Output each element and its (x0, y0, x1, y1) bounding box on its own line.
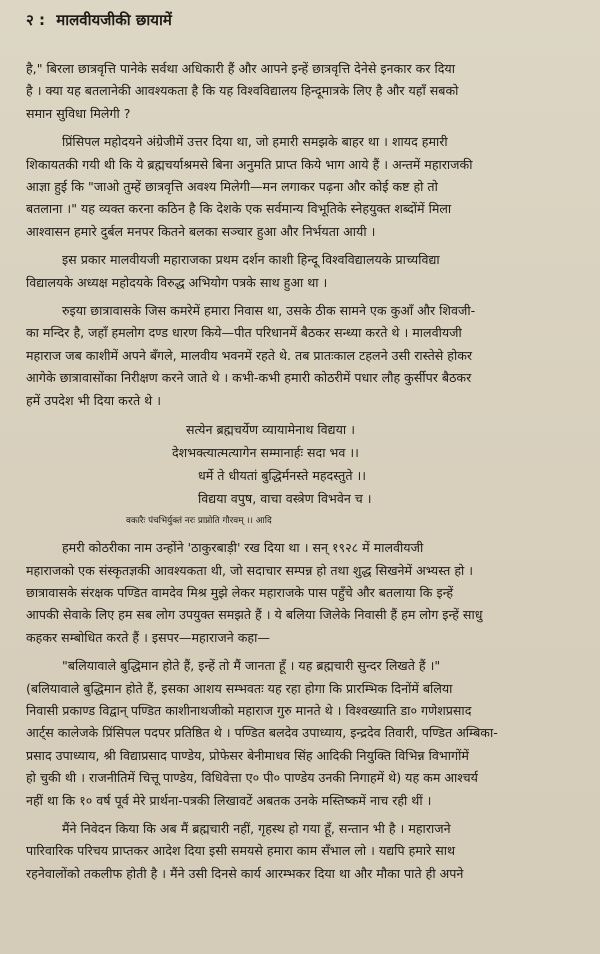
paragraph-first-darshan (26, 249, 574, 294)
text-line: नहीं था कि १० वर्ष पूर्व मेरे प्रार्थना-पत्रकी लिखावटें अबतक उनके मस्तिष्कमें नाच रही थीं । (26, 792, 432, 808)
text-line: हमरी कोठरीका नाम उन्होंने 'ठाकुरबाड़ी' रख दिया था । सन् १९२८ में मालवीयजी (62, 540, 424, 556)
text-line: है," बिरला छात्रवृत्ति पानेके सर्वथा अधिकारी हैं और आपने इन्हें छात्रवृत्ति देनेसे इनकार कर दिया (26, 61, 455, 76)
paragraph-ballia-quote (26, 655, 574, 812)
text-line: आज्ञा हुई कि "जाओ तुम्हें छात्रवृत्ति अवश्य मिलेगी—मन लगाकर पढ़ना और कोई कष्ट हो तो (26, 179, 438, 195)
verse-line: वकारैः पंचभिर्युक्तं नरः प्राप्नोति गौरवम् ।। आदि (126, 516, 272, 527)
text-line: आर्ट्स कालेजके प्रिंसिपल पदपर प्रतिष्ठित थे । पण्डित बलदेव उपाध्याय, इन्द्रदेव तिवारी, पण्डित अम्बिका- (26, 725, 498, 741)
running-header (26, 8, 574, 32)
verse-line: विद्यया वपुष, वाचा वस्त्रेण विभवेन च । (198, 491, 372, 507)
paragraph-thakurbari (26, 537, 574, 649)
text-line: है । क्या यह बतलानेकी आवश्यकता है कि यह विश्वविद्यालय हिन्दूमात्रके लिए है और यहाँ सबको (26, 83, 459, 99)
text-line: प्रसाद उपाध्याय, श्री विद्याप्रसाद पाण्डेय, प्रोफेसर बेनीमाधव सिंह आदिकी नियुक्ति विभिन्न विभागोंमें (26, 747, 469, 763)
paragraph-grihastha (26, 818, 574, 885)
verse-line: देशभक्त्यात्मत्यागेन सम्मानार्हः सदा भव ।। (172, 445, 359, 461)
text-line: बतलाना ।" यह व्यक्त करना कठिन है कि देशके एक सर्वमान्य विभूतिके स्नेहयुक्त शब्दोंमें मिला (26, 201, 452, 217)
text-line: आश्वासन हमारे दुर्बल मनपर कितने बलका सञ्चार हुआ और निर्भयता आयी । (26, 223, 376, 239)
text-line: कहकर सम्बोधित करते हैं । इसपर—महाराजने कहा— (26, 629, 270, 645)
text-line: समान सुविधा मिलेगी ? (26, 105, 131, 121)
text-line: पारिवारिक परिचय प्राप्तकर आदेश दिया इसी समयसे हमारा काम सँभाल लो । यद्यपि हमारे साथ (26, 843, 456, 859)
text-line: शिकायतकी गयी थी कि ये ब्रह्मचर्याश्रमसे बिना अनुमति प्राप्त किये भाग आये हैं । अन्तमें महाराजकी (26, 156, 473, 172)
verse-line: धर्मे ते धीयतां बुद्धिर्मनस्ते महदस्तुते ।। (198, 468, 367, 484)
text-line: का मन्दिर है, जहाँ हमलोग दण्ड धारण किये—पीत परिधानमें बैठकर सन्ध्या करते थे । मालवीयजी (26, 325, 462, 341)
text-line: महाराज जब काशीमें अपने बँगले, मालवीय भवनमें रहते थे. तब प्रातःकाल टहलने उसी रास्तेसे होकर (26, 347, 473, 363)
text-line: इस प्रकार मालवीयजी महाराजका प्रथम दर्शन काशी हिन्दू विश्वविद्यालयके प्राच्यविद्या (62, 252, 440, 268)
text-line: हो चुकी थी । राजनीतिमें चित्तू पाण्डेय, विधिवेत्ता ए० पी० पाण्डेय उनकी निगाहमें थे) यह कम आश्चर्य (26, 770, 478, 786)
text-line: "बलियावाले बुद्धिमान होते हैं, इन्हें तो मैं जानता हूँ । यह ब्रह्मचारी सुन्दर लिखते हैं ।" (62, 658, 441, 674)
text-line: छात्रावासके संरक्षक पण्डित वामदेव मिश्र मुझे लेकर महाराजके पास पहुँचे और बतलाया कि इन्हें (26, 584, 454, 600)
sanskrit-verse (126, 418, 574, 533)
text-line: रहनेवालोंको तकलीफ होती है । मैंने उसी दिनसे कार्य आरम्भकर दिया था और मौका पाते ही अपने (26, 865, 464, 881)
text-line: आगेके छात्रावासोंका निरीक्षण करने जाते थे । कभी-कभी हमारी कोठरीमें पधार लौह कुर्सीपर बैठकर (26, 370, 472, 386)
text-line: मैंने निवेदन किया कि अब मैं ब्रह्मचारी नहीं, गृहस्थ हो गया हूँ, सन्तान भी है । महाराजने (62, 820, 451, 836)
text-line: विद्यालयके अध्यक्ष महोदयके विरुद्ध अभियोग पत्रके साथ हुआ था । (26, 274, 328, 290)
paragraph-hostel (26, 300, 574, 412)
verse-line: सत्येन ब्रह्मचर्येण व्यायामेनाथ विद्यया । (186, 422, 355, 438)
page-number: २ : (26, 11, 46, 29)
running-title: मालवीयजीकी छायामें (56, 11, 172, 29)
paragraph-principal-reply (26, 131, 574, 243)
text-line: (बलियावाले बुद्धिमान होते हैं, इसका आशय सम्भवतः यह रहा होगा कि प्रारम्भिक दिनोंमें बलिया (26, 680, 453, 696)
text-line: प्रिंसिपल महोदयने अंग्रेजीमें उत्तर दिया था, जो हमारी समझके बाहर था । शायद हमारी (62, 134, 448, 150)
paragraph-continuation (26, 58, 574, 125)
text-line: हमें उपदेश भी दिया करते थे । (26, 392, 161, 408)
text-line: निवासी प्रकाण्ड विद्वान् पण्डित काशीनाथजीको महाराज गुरु मानते थे । विश्वख्याति डा० गणेशप्रसाद (26, 702, 472, 718)
text-line: महाराजको एक संस्कृतज्ञकी आवश्यकता थी, जो सदाचार सम्पन्न हो तथा शुद्ध सिखनेमें अभ्यस्त हो । (26, 562, 474, 578)
text-line: आपकी सेवाके लिए हम सब लोग उपयुक्त समझते हैं । ये बलिया जिलेके निवासी हैं हम लोग इन्हें साधु (26, 607, 483, 623)
text-line: रुइया छात्रावासके जिस कमरेमें हमारा निवास था, उसके ठीक सामने एक कुआँ और शिवजी- (62, 303, 476, 319)
